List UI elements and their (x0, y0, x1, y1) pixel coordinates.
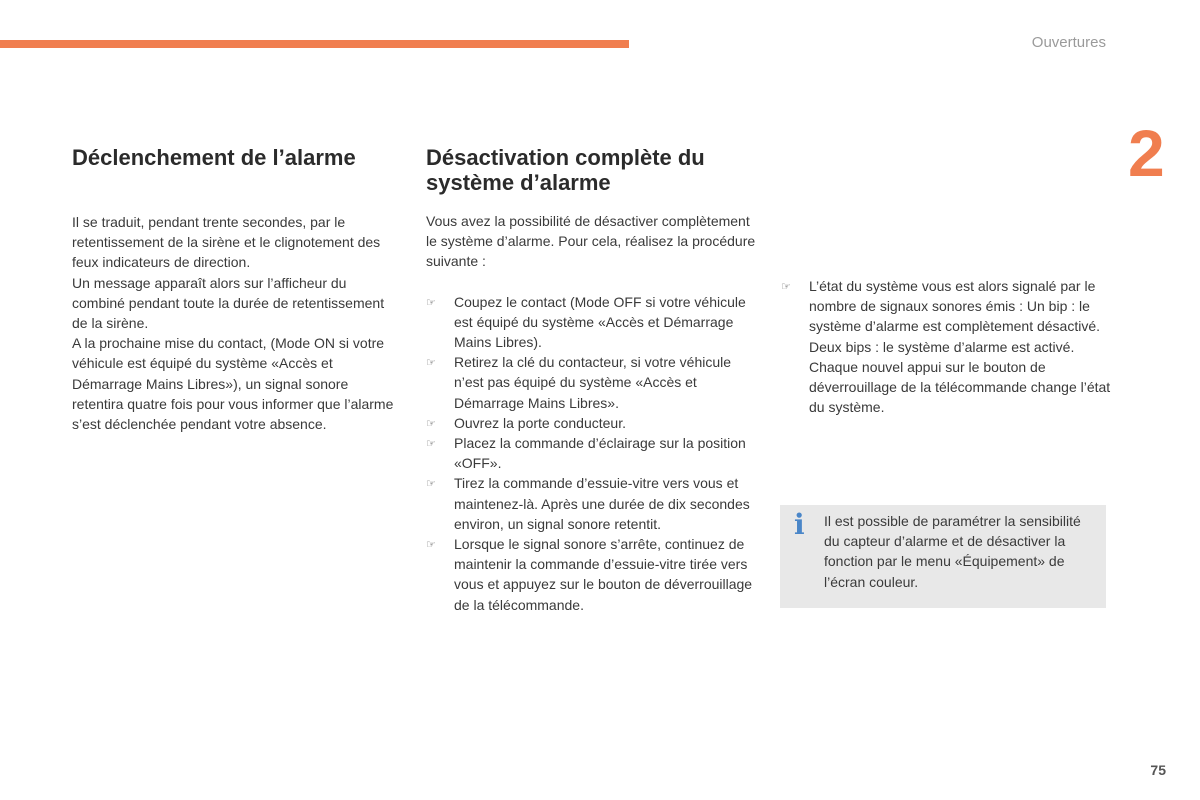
list-item (426, 473, 758, 534)
status-list (781, 276, 1111, 417)
paragraph-2: Un message apparaît alors sur l’afficheur du combiné pendant toute la durée de retentissement de la sirène. (72, 274, 385, 332)
column-status-feedback (781, 276, 1111, 417)
intro-text: Vous avez la possibilité de désactiver complètement le système d’alarme. Pour cela, réalisez la procédure suivante : (426, 213, 756, 270)
column-alarm-trigger (72, 145, 402, 434)
pointing-hand-icon: ☞ (426, 357, 436, 370)
paragraph-1: Il se traduit, pendant trente secondes, par le retentissement de la sirène et le clignotement des feux indicateurs de direction. (72, 214, 381, 271)
step-text: Placez la commande d’éclairage sur la position «OFF». (454, 435, 746, 472)
pointing-hand-icon: ☞ (426, 478, 436, 491)
paragraph-3: A la prochaine mise du contact, (Mode ON si votre véhicule est équipé du système «Accès et Démarrage Mains Libres»), un signal sonore retentira quatre fois pour vous informer que l’alarme s’est déclenchée pendant votre absence. (72, 335, 394, 433)
info-box (780, 505, 1106, 608)
step-text: Ouvrez la porte conducteur. (454, 414, 626, 431)
chapter-number: 2 (1128, 116, 1165, 190)
column-full-deactivation (426, 145, 758, 615)
page-number: 75 (1150, 762, 1166, 778)
list-item (426, 413, 758, 433)
pointing-hand-icon: ☞ (781, 281, 791, 293)
pointing-hand-icon: ☞ (426, 417, 436, 430)
pointing-hand-icon: ☞ (426, 438, 436, 451)
info-text: Il est possible de paramétrer la sensibilité du capteur d’alarme et de désactiver la fonction par le menu «Équipement» de l’écran couleur. (824, 513, 1081, 590)
pointing-hand-icon: ☞ (426, 296, 436, 309)
step-text: Tirez la commande d’essuie-vitre vers vous et maintenez-là. Après une durée de dix secondes environ, un signal sonore retentit. (454, 475, 750, 532)
list-item (426, 534, 758, 615)
paragraph (72, 212, 402, 434)
step-text: L’état du système vous est alors signalé par le nombre de signaux sonores émis : Un bip : le système d’alarme est complètement désactivé. Deux bips : le système d’alarme est activé. Chaque nouvel appui sur le bouton de déverrouillage de la télécommande change l’état du système. (809, 278, 1111, 416)
section-name: Ouvertures (1031, 34, 1106, 51)
list-item (781, 276, 1111, 417)
step-text: Retirez la clé du contacteur, si votre véhicule n’est pas équipé du système «Accès et Démarrage Mains Libres». (454, 354, 732, 411)
pointing-hand-icon: ☞ (426, 539, 436, 552)
heading-full-deactivation: Désactivation complète du système d’alarme (426, 145, 705, 195)
header-accent-bar (0, 40, 629, 48)
list-item (426, 433, 758, 473)
heading-alarm-trigger: Déclenchement de l’alarme (72, 145, 356, 170)
info-icon: i (794, 508, 805, 541)
list-item (426, 292, 758, 353)
procedure-list (426, 292, 758, 615)
list-item (426, 352, 758, 413)
step-text: Coupez le contact (Mode OFF si votre véhicule est équipé du système «Accès et Démarrage Mains Libres). (454, 293, 746, 351)
step-text: Lorsque le signal sonore s’arrête, continuez de maintenir la commande d’essuie-vitre tirée vers vous et appuyez sur le bouton de déverrouillage de la télécommande. (454, 536, 753, 613)
